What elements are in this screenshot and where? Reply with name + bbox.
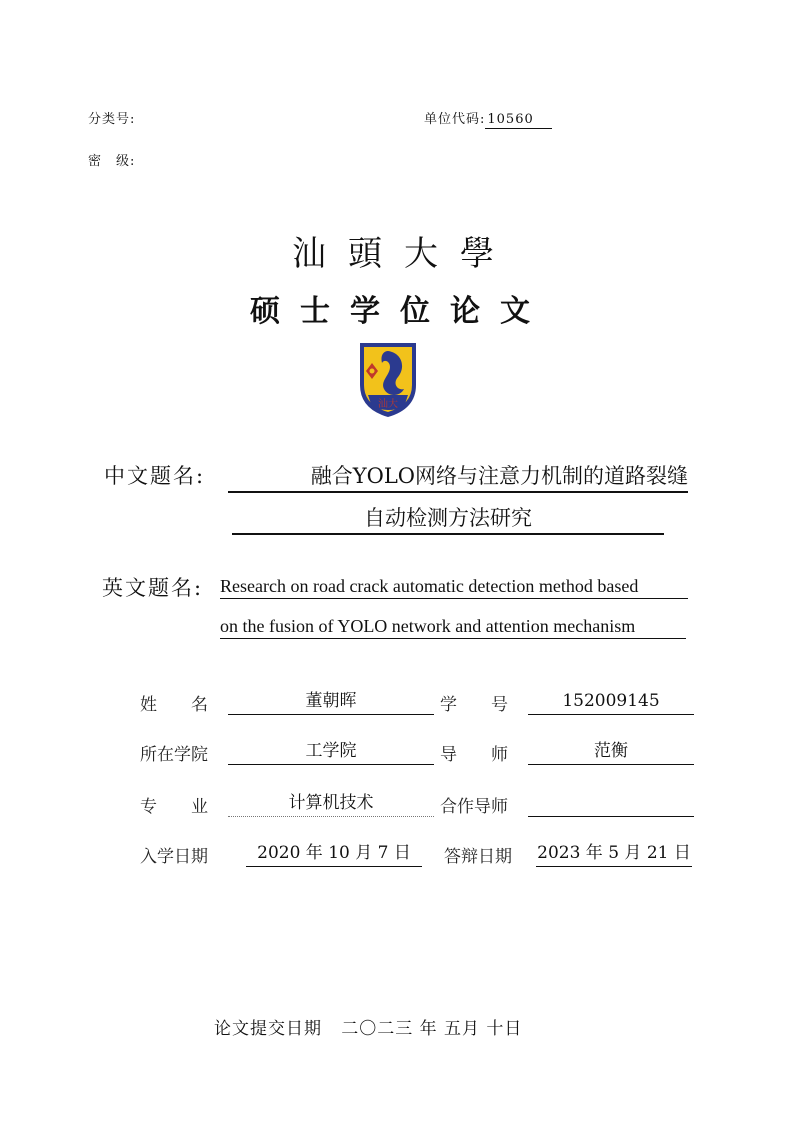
university-emblem [354, 337, 422, 419]
submission-label: 论文提交日期 [214, 1019, 322, 1039]
student-id-value: 152009145 [528, 690, 694, 715]
college-value: 工学院 [228, 740, 434, 765]
chinese-title-line2: 自动检测方法研究 [232, 502, 664, 535]
thesis-type: 硕士学位论文 [250, 294, 550, 329]
submission-date: 二〇二三 年 五月 十日 [341, 1019, 523, 1039]
major-label: 专 业 [140, 797, 208, 817]
defense-date-label: 答辩日期 [444, 847, 512, 867]
college-label: 所在学院 [140, 745, 208, 765]
secrecy-label: 密 级: [88, 154, 136, 169]
co-advisor-value [528, 792, 694, 817]
unit-code-label: 单位代码: [424, 112, 486, 127]
student-id-label: 学 号 [440, 695, 508, 715]
defense-date-value: 2023 年 5 月 21 日 [536, 842, 692, 867]
advisor-label: 导 师 [440, 745, 508, 765]
advisor-value: 范衡 [528, 740, 694, 765]
emblem-text: 汕大 [378, 399, 398, 410]
unit-code-value: 10560 [485, 112, 551, 129]
english-title-line1: Research on road crack automatic detection method based [220, 576, 688, 599]
name-value: 董朝晖 [228, 690, 434, 715]
major-value: 计算机技术 [228, 792, 434, 817]
english-title-line2: on the fusion of YOLO network and attention mechanism [220, 616, 686, 639]
co-advisor-label: 合作导师 [440, 797, 508, 817]
chinese-title-line1: 融合YOLO网络与注意力机制的道路裂缝 [228, 460, 688, 493]
enroll-date-value: 2020 年 10 月 7 日 [246, 842, 422, 867]
unit-code [424, 108, 552, 129]
chinese-title-label: 中文题名: [104, 464, 206, 488]
enroll-date-label: 入学日期 [140, 847, 208, 867]
name-label: 姓 名 [140, 695, 208, 715]
english-title-label: 英文题名: [102, 576, 204, 600]
classification-label: 分类号: [88, 112, 136, 127]
university-name: 汕頭大學 [292, 234, 516, 274]
submission-line [214, 1014, 522, 1039]
